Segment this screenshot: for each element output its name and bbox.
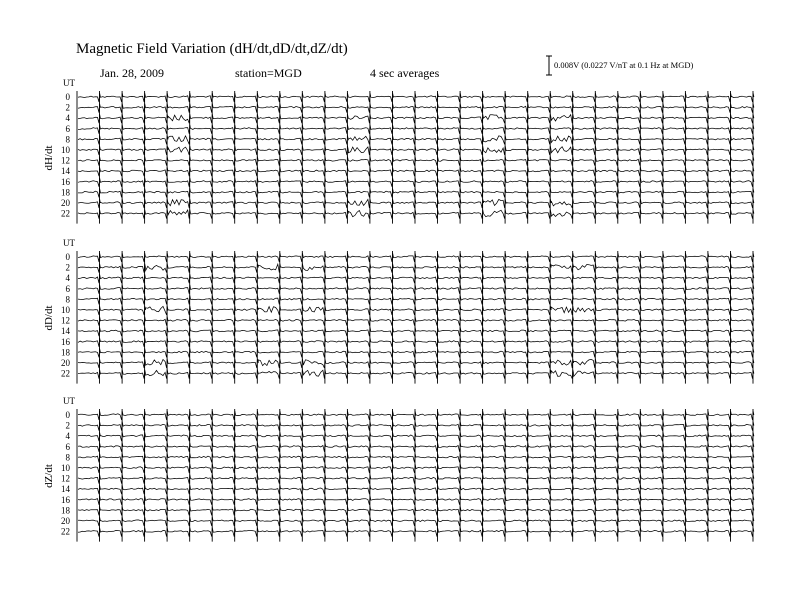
trace-line — [78, 199, 754, 208]
trace-line — [78, 253, 754, 262]
trace-line — [78, 338, 754, 347]
panel-0 — [43, 78, 754, 224]
panel-1 — [43, 238, 754, 384]
hour-tick-label: 2 — [65, 262, 70, 273]
hour-tick-label: 14 — [61, 166, 70, 177]
hour-tick-label: 12 — [61, 315, 70, 326]
hour-tick-label: 8 — [65, 452, 70, 463]
hour-tick-label: 10 — [61, 305, 70, 315]
hour-tick-label: 16 — [61, 176, 70, 187]
hour-tick-label: 6 — [65, 123, 70, 134]
hour-tick-label: 12 — [61, 155, 70, 166]
hour-tick-label: 8 — [65, 134, 70, 145]
trace-line — [78, 453, 754, 462]
trace-line — [78, 104, 754, 113]
trace-line — [78, 496, 754, 505]
trace-line — [78, 135, 754, 144]
panel-axis-label: dD/dt — [43, 305, 55, 331]
hour-tick-label: 0 — [65, 410, 70, 420]
trace-line — [78, 517, 754, 526]
hour-tick-label: 20 — [61, 198, 70, 208]
ut-label: UT — [63, 396, 75, 406]
panel-axis-label: dH/dt — [43, 145, 55, 171]
panel-2 — [43, 396, 754, 542]
hour-tick-label: 4 — [65, 431, 70, 442]
scale-note: 0.008V (0.0227 V/nT at 0.1 Hz at MGD) — [554, 60, 694, 70]
hour-tick-label: 10 — [61, 463, 70, 473]
hour-tick-label: 0 — [65, 252, 70, 262]
hour-tick-label: 6 — [65, 441, 70, 452]
trace-line — [78, 146, 754, 155]
hour-tick-label: 20 — [61, 358, 70, 368]
hour-tick-label: 2 — [65, 102, 70, 113]
hour-tick-label: 14 — [61, 484, 70, 495]
ut-label: UT — [63, 238, 75, 248]
trace-line — [78, 264, 754, 273]
trace-line — [78, 359, 754, 368]
hour-tick-label: 12 — [61, 473, 70, 484]
trace-line — [78, 348, 754, 357]
trace-line — [78, 188, 754, 197]
trace-line — [78, 167, 754, 176]
trace-line — [78, 285, 754, 294]
hour-tick-label: 18 — [61, 347, 70, 358]
hour-tick-label: 20 — [61, 516, 70, 526]
trace-line — [78, 443, 754, 452]
panel-axis-label: dZ/dt — [43, 464, 55, 488]
trace-line — [78, 464, 754, 473]
hour-tick-label: 22 — [61, 526, 70, 537]
trace-line — [78, 411, 754, 420]
hour-tick-label: 0 — [65, 92, 70, 102]
trace-line — [78, 178, 754, 187]
ut-label: UT — [63, 78, 75, 88]
hour-tick-label: 16 — [61, 336, 70, 347]
hour-tick-label: 22 — [61, 368, 70, 379]
trace-line — [78, 475, 754, 484]
hour-tick-label: 14 — [61, 326, 70, 337]
trace-line — [78, 210, 754, 219]
averaging-label: 4 sec averages — [370, 66, 440, 80]
hour-tick-label: 2 — [65, 420, 70, 431]
hour-tick-label: 16 — [61, 494, 70, 505]
hour-tick-label: 6 — [65, 283, 70, 294]
trace-line — [78, 157, 754, 166]
trace-line — [78, 327, 754, 336]
trace-line — [78, 432, 754, 441]
column-separators — [77, 251, 753, 384]
trace-line — [78, 125, 754, 134]
hour-tick-label: 10 — [61, 145, 70, 155]
hour-tick-label: 8 — [65, 294, 70, 305]
trace-line — [78, 485, 754, 494]
trace-line — [78, 274, 754, 283]
scale-bar — [546, 56, 552, 75]
trace-line — [78, 295, 754, 304]
trace-line — [78, 370, 754, 379]
hour-tick-label: 18 — [61, 505, 70, 516]
trace-line — [78, 306, 754, 315]
hour-tick-label: 4 — [65, 113, 70, 124]
column-separators — [77, 409, 753, 542]
trace-line — [78, 422, 754, 431]
hour-tick-label: 4 — [65, 273, 70, 284]
trace-line — [78, 528, 754, 537]
trace-line — [78, 114, 754, 123]
station-label: station=MGD — [235, 66, 302, 80]
chart-title: Magnetic Field Variation (dH/dt,dD/dt,dZ/dt) — [76, 41, 348, 57]
trace-line — [78, 317, 754, 326]
date-label: Jan. 28, 2009 — [100, 66, 164, 80]
trace-line — [78, 506, 754, 515]
trace-line — [78, 93, 754, 102]
hour-tick-label: 18 — [61, 187, 70, 198]
hour-tick-label: 22 — [61, 208, 70, 219]
